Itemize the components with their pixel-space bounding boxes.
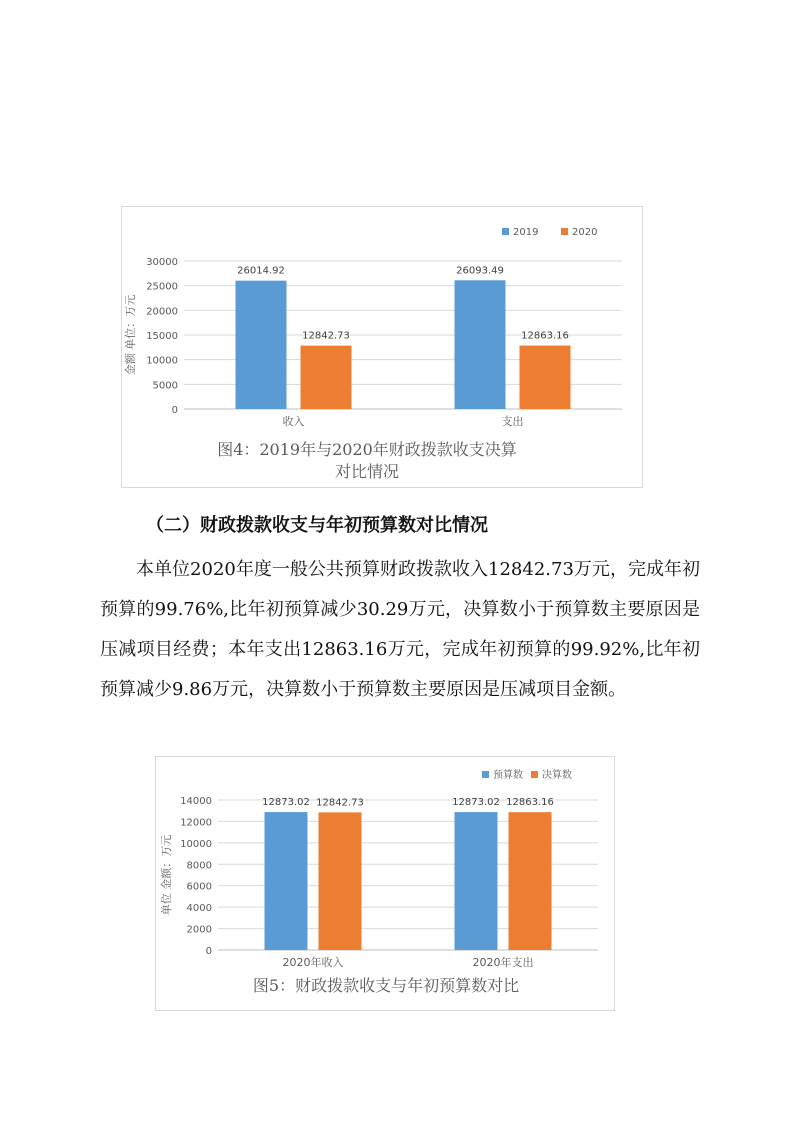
y-tick-label: 30000: [146, 257, 178, 268]
bar-决算数-2020年收入: [319, 812, 362, 950]
legend-label-决算数: 决算数: [542, 770, 572, 781]
y-tick-label: 12000: [180, 817, 212, 829]
figure4-caption-line2: 对比情况: [334, 462, 399, 481]
bar-决算数-2020年支出: [509, 812, 552, 950]
y-tick-label: 5000: [152, 380, 178, 392]
y-tick-label: 10000: [180, 838, 212, 850]
x-category-label: 2020年支出: [472, 956, 534, 969]
data-label: 12863.16: [521, 330, 569, 342]
body-paragraph: 本单位2020年度一般公共预算财政拨款收入12842.73万元，完成年初预算的99.76%,比年初预算减少30.29万元，决算数小于预算数主要原因是压减项目经费；本年支出12863.16万元，完成年初预算的99.92%,比年初预算减少9.86万元，决算数小于预算数主要原因是压减项目金额。: [100, 559, 700, 700]
x-category-label: 支出: [501, 415, 524, 428]
data-label: 12842.73: [316, 797, 364, 809]
legend-swatch-2020: [561, 228, 568, 235]
bar-2020-支出: [520, 346, 571, 409]
y-axis-label: 金额 单位：万元: [124, 294, 137, 376]
body-paragraph-block: [100, 550, 700, 710]
x-category-label: 收入: [282, 415, 305, 428]
legend-label-预算数: 预算数: [493, 770, 523, 781]
bar-2019-收入: [236, 281, 287, 409]
legend-label-2019: 2019: [513, 227, 539, 238]
data-label: 26014.92: [237, 265, 285, 277]
data-label: 26093.49: [456, 265, 504, 277]
figure5-svg: [156, 757, 614, 1010]
y-tick-label: 10000: [146, 355, 178, 367]
figure4-caption-line1: 图4：2019年与2020年财政拨款收支决算: [217, 440, 517, 459]
bar-2019-支出: [455, 280, 506, 409]
data-label: 12863.16: [506, 797, 554, 809]
y-tick-label: 0: [171, 405, 178, 416]
y-tick-label: 4000: [186, 903, 212, 915]
figure4-caption: [202, 439, 532, 483]
y-tick-label: 15000: [146, 331, 178, 342]
y-tick-label: 8000: [186, 860, 212, 872]
bar-预算数-2020年收入: [265, 812, 308, 950]
y-tick-label: 2000: [186, 924, 212, 936]
legend-swatch-2019: [502, 228, 509, 235]
figure4-chart: [121, 206, 643, 488]
legend-label-2020: 2020: [572, 227, 598, 238]
y-tick-label: 25000: [146, 281, 178, 293]
y-tick-label: 0: [205, 946, 212, 957]
y-tick-label: 14000: [180, 796, 212, 807]
y-tick-label: 20000: [146, 306, 178, 318]
y-axis-label: 单位 金额：万元: [160, 834, 173, 916]
data-label: 12873.02: [262, 797, 310, 809]
data-label: 12873.02: [452, 797, 500, 809]
x-category-label: 2020年收入: [282, 956, 344, 969]
section-heading: （二）财政拨款收支与年初预算数对比情况: [146, 515, 488, 536]
data-label: 12842.73: [302, 330, 350, 342]
bar-预算数-2020年支出: [455, 812, 498, 950]
bar-2020-收入: [301, 346, 352, 409]
figure5-chart: [155, 756, 615, 1011]
legend-swatch-决算数: [531, 771, 538, 778]
figure5-caption: 图5：财政拨款收支与年初预算数对比: [252, 976, 520, 995]
legend-swatch-预算数: [482, 771, 489, 778]
y-tick-label: 6000: [186, 881, 212, 893]
